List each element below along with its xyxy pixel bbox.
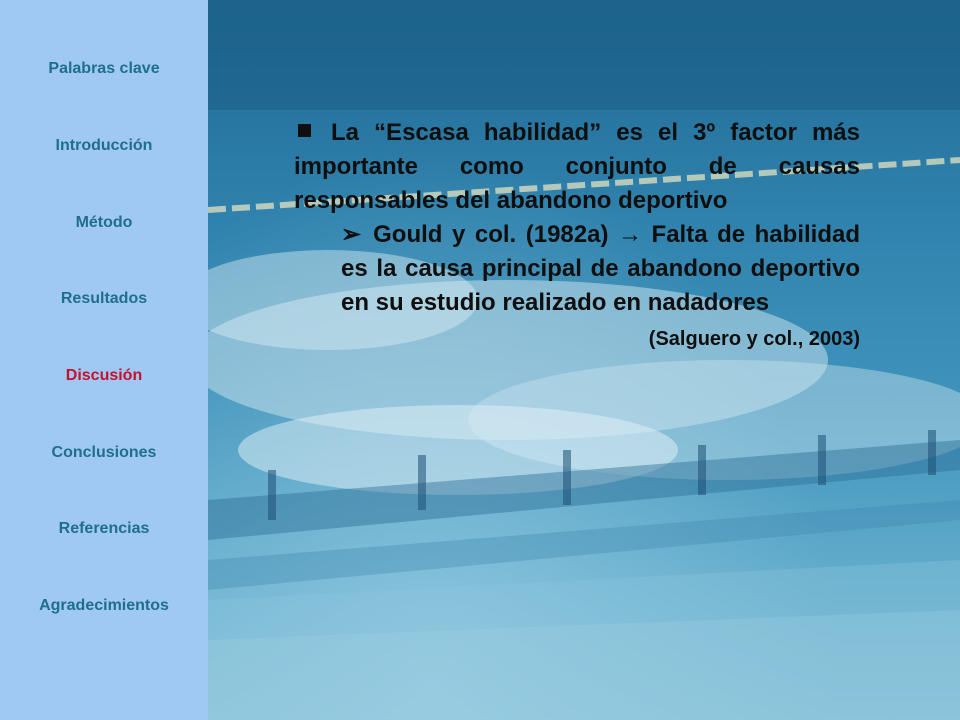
pool-background-image [208,0,960,720]
citation: (Salguero y col., 2003) [648,328,860,350]
main-point [294,116,860,218]
slide-content [294,116,860,354]
sub-point-text: Gould y col. (1982a) → Falta de habilidad es la causa principal de abandono deportivo en su estudio realizado en nadadores [341,221,860,316]
arrow-bullet-icon: ➢ [341,221,362,248]
sidebar-item-resultados[interactable]: Resultados [60,290,148,307]
sidebar-item-agradecimientos[interactable]: Agradecimientos [39,597,169,614]
sidebar-nav [0,0,208,720]
sidebar-item-introduccion[interactable]: Introducción [55,137,153,154]
slide-area [208,0,960,720]
sidebar-item-conclusiones[interactable]: Conclusiones [51,444,157,461]
sub-point [341,218,860,320]
square-bullet-icon [298,124,311,137]
sidebar-item-palabras-clave[interactable]: Palabras clave [48,60,160,77]
sidebar-item-referencias[interactable]: Referencias [58,520,150,537]
main-point-text: La “Escasa habilidad” es el 3º factor más importante como conjunto de causas responsables del abandono deportivo [294,119,860,214]
sidebar-item-metodo[interactable]: Método [75,214,133,231]
sidebar-item-discusion[interactable]: Discusión [65,367,143,384]
